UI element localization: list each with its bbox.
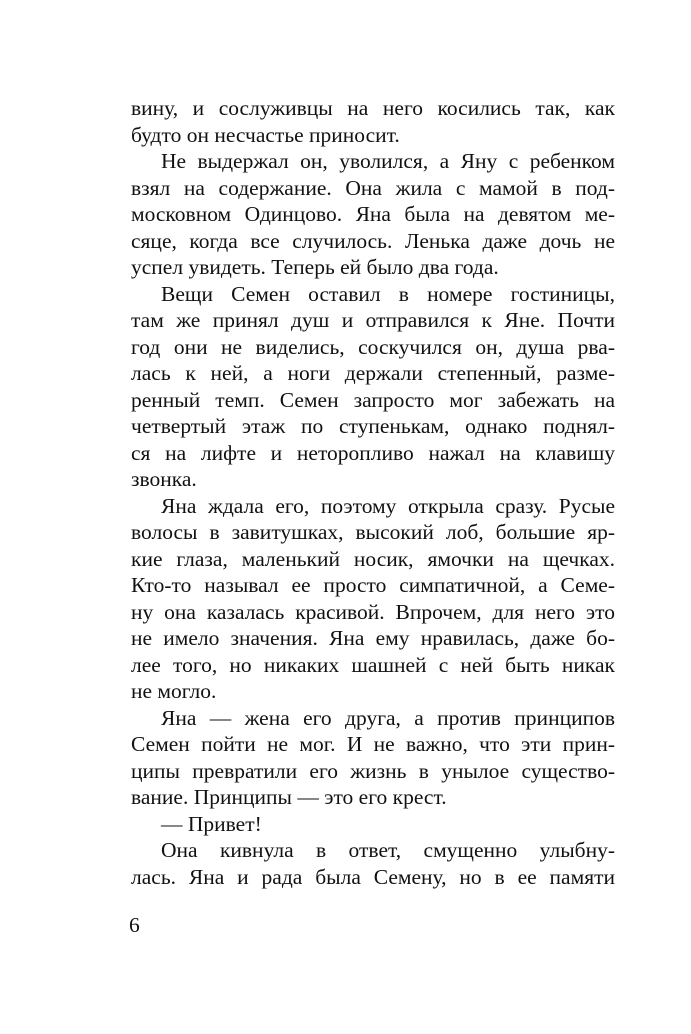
text-line: вину, и сослуживцы на него косились так, как bbox=[131, 96, 615, 120]
text-line: Вещи Семен оставил в номере гостиницы, bbox=[161, 281, 615, 306]
page-number: 6 bbox=[129, 913, 140, 937]
text-line: Кто-то называл ее просто симпатичной, а Семе- bbox=[131, 573, 615, 597]
text-line: успел увидеть. Теперь ей было два года. bbox=[131, 255, 499, 279]
text-line: год они не виделись, соскучился он, душа рва- bbox=[131, 334, 615, 359]
text-line: лее того, но никаких шашней с ней быть никак bbox=[131, 652, 615, 677]
text-line: взял на содержание. Она жила с мамой в под- bbox=[131, 175, 615, 200]
text-line: ренный темп. Семен запросто мог забежать на bbox=[131, 387, 615, 412]
text-line: сяце, когда все случилось. Ленька даже дочь не bbox=[131, 228, 615, 253]
text-line: вание. Принципы — это его крест. bbox=[131, 785, 447, 809]
text-line: не могло. bbox=[131, 679, 217, 703]
text-line: будто он несчастье приносит. bbox=[131, 122, 400, 147]
text-line: лась. Яна и рада была Семену, но в ее памяти bbox=[131, 864, 615, 889]
text-line: ципы превратили его жизнь в унылое существо- bbox=[131, 758, 615, 783]
text-line: там же принял душ и отправился к Яне. Почти bbox=[131, 308, 615, 332]
text-line: Семен пойти не мог. И не важно, что эти прин- bbox=[131, 732, 615, 756]
text-line: московном Одинцово. Яна была на девятом ме- bbox=[131, 202, 615, 226]
text-line: звонка. bbox=[131, 467, 197, 491]
text-line: кие глаза, маленький носик, ямочки на щечках. bbox=[131, 546, 615, 571]
text-line: волосы в завитушках, высокий лоб, большие яр- bbox=[131, 520, 615, 544]
text-line: лась к ней, а ноги держали степенный, разме- bbox=[131, 361, 615, 385]
text-line: Она кивнула в ответ, смущенно улыбну- bbox=[161, 838, 615, 862]
text-line: — Привет! bbox=[161, 811, 262, 836]
text-line: не имело значения. Яна ему нравилась, даже бо- bbox=[131, 626, 615, 650]
text-line: ся на лифте и неторопливо нажал на клавишу bbox=[131, 440, 615, 465]
text-line: Яна ждала его, поэтому открыла сразу. Русые bbox=[161, 493, 615, 518]
text-line: Не выдержал он, уволился, а Яну с ребенком bbox=[161, 149, 615, 173]
text-line: ну она казалась красивой. Впрочем, для него это bbox=[131, 599, 615, 624]
text-line: четвертый этаж по ступенькам, однако поднял- bbox=[131, 414, 615, 438]
body-text bbox=[131, 95, 615, 890]
text-line: Яна — жена его друга, а против принципов bbox=[161, 705, 615, 730]
